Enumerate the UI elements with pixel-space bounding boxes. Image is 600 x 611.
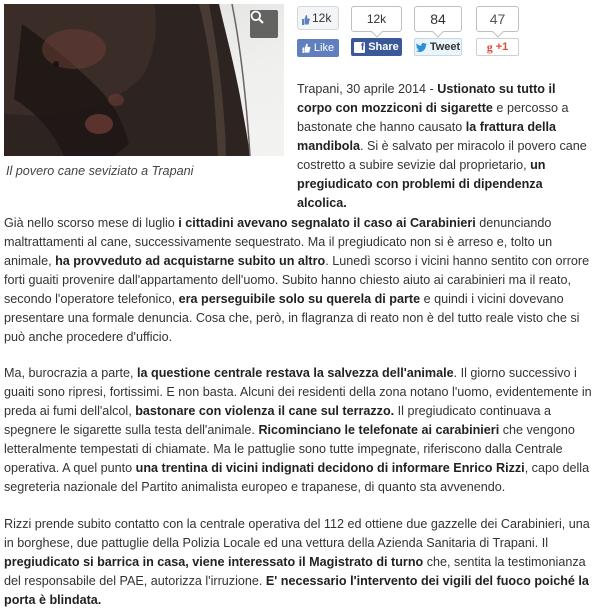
twitter-bird-icon (416, 43, 427, 52)
dog-image (4, 4, 284, 156)
article-figure (4, 4, 284, 181)
google-plus-count: 47 (476, 6, 519, 32)
search-icon (250, 10, 264, 24)
facebook-like-count: 12k (297, 6, 339, 30)
body-text: che vengono letteralmente tempestati di chiamate. Ma le pattuglie sono tutte impegnate, riferiscono dalla Centrale operativa. A quel punto (4, 423, 575, 475)
emphasized-text: una trentina di vicini indignati decidono di informare Enrico Rizzi (135, 461, 525, 475)
zoom-button[interactable] (250, 10, 278, 38)
emphasized-text: la frattura della mandibola (297, 120, 557, 153)
body-text: Ma, burocrazia a parte, (4, 366, 137, 380)
facebook-share-widget (351, 6, 402, 53)
article-lead (297, 80, 593, 213)
facebook-share-button[interactable]: f Share (351, 38, 402, 56)
emphasized-text: ha provveduto ad acquistarne subito un altro (55, 254, 326, 268)
dog-photo[interactable] (4, 4, 284, 156)
body-text: denunciando maltrattamenti al cane, successivamente sequestrato. Ma il pregiudicato non si è arreso e, tolto un animale, (4, 216, 553, 268)
tweet-button[interactable]: Tweet (414, 38, 462, 56)
body-text: Già nello scorso mese di luglio (4, 216, 179, 230)
dateline: Trapani, 30 aprile 2014 - (297, 82, 438, 96)
emphasized-text: un pregiudicato con problemi di dipendenza alcolica. (297, 158, 546, 210)
article-paragraph (4, 214, 594, 347)
emphasized-text: la questione centrale restava la salvezza dell'animale (137, 366, 454, 380)
emphasized-text: pregiudicato si barrica in casa, viene interessato il Magistrato di turno (4, 555, 424, 569)
emphasized-text: era perseguibile solo su querela di parte (178, 292, 421, 306)
article-paragraph (4, 515, 594, 610)
twitter-widget (414, 6, 462, 53)
body-text: che, sentita la testimonianza del responsabile del PAE, autorizza l'irruzione. (4, 555, 586, 588)
emphasized-text: E' necessario l'intervento dei vigili del fuoco poiché la porta è blindata. (4, 574, 589, 607)
body-text: . Il giorno successivo i guaiti sono ripresi, fortissimi. E non basta. Alcuni dei residenti della zona notano l'uomo, evidentemente in preda ai fumi dell'alcol, (4, 366, 592, 418)
emphasized-text: bastonare con violenza il cane sul terrazzo. (135, 404, 395, 418)
body-text: , capo della segreteria nazionale del Partito animalista europeo e trapanese, di quanto sta avvenendo. (4, 461, 590, 494)
facebook-icon: f (354, 42, 365, 53)
body-text: . Lunedì scorso i vicini hanno sentito con orrore forti guaiti provenire dall'appartamento dell'uomo. Subito hanno chiesto aiuto ai carabinieri ma il reato, secondo l'operatore telefonico, (4, 254, 590, 306)
body-text: e quindi i vicini dovevano presentare una formale denuncia. Cosa che, però, in flagranza di reato non è del tutto reale visto che si può anche procedere d'ufficio. (4, 292, 580, 344)
google-plus-button[interactable]: g +1 (476, 38, 519, 56)
emphasized-text: Ricominciano le telefonate ai carabinieri (258, 423, 500, 437)
body-text: Il pregiudicato continuava a spegnere le sigarette sulla testa dell'animale. (4, 404, 551, 437)
facebook-like-widget (297, 6, 339, 54)
body-text: Rizzi prende subito contatto con la centrale operativa del 112 ed ottiene due gazzelle dei Carabinieri, una in borghese, due pattuglie della Polizia Locale ed una vettura della Azienda Sanitaria di Trapani. Il (4, 517, 590, 550)
facebook-share-count: 12k (351, 6, 402, 32)
tweet-count: 84 (414, 6, 462, 32)
facebook-like-button[interactable]: Like (297, 39, 339, 57)
emphasized-text: i cittadini avevano segnalato il caso ai Carabinieri (178, 216, 476, 230)
social-share-bar (297, 6, 597, 58)
google-plus-icon: g (486, 39, 493, 54)
article-paragraph (4, 364, 594, 497)
emphasized-text: Ustionato su tutto il corpo con mozziconi di sigarette (297, 82, 556, 115)
body-text: e percosso a bastonate che hanno causato (297, 101, 569, 134)
google-plus-widget (476, 6, 519, 54)
thumbs-up-icon (301, 12, 310, 23)
image-caption: Il povero cane seviziato a Trapani (6, 164, 194, 178)
body-text: . Si è salvato per miracolo il povero cane costretto a subire sevizie dal proprietario, (297, 139, 587, 172)
thumbs-up-icon (302, 43, 311, 53)
